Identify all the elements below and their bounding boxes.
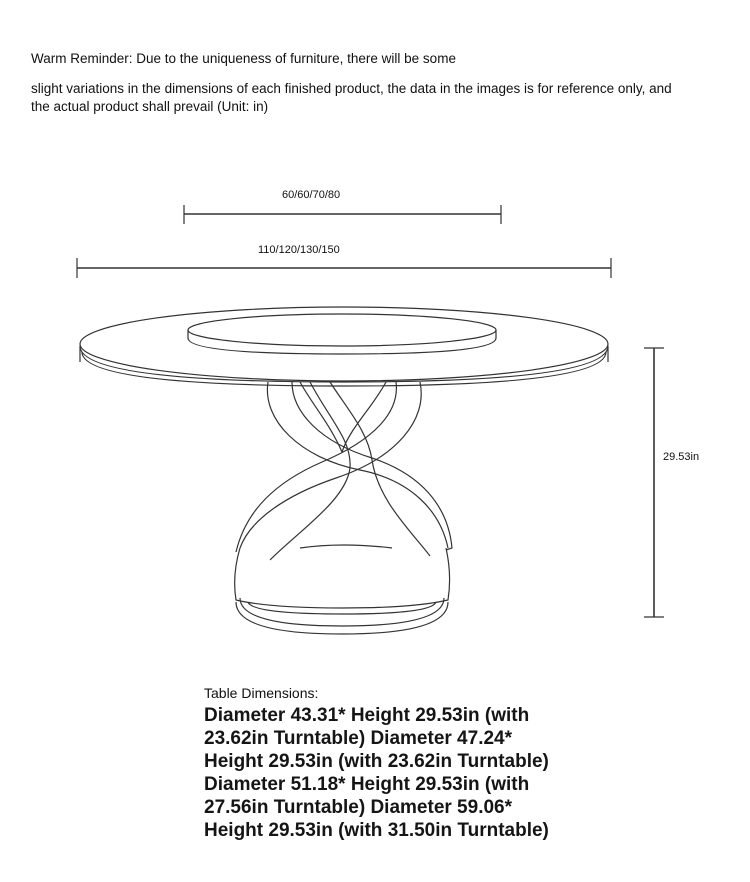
table-dimensions-body: Diameter 43.31* Height 29.53in (with 23.62in Turntable) Diameter 47.24* Height 29.53in (with 23.62in Turntable) Diameter 51.18* Height 29.53in (with 27.56in Turntable) Diameter 59.06* Height 29.53in (with 31.50in Turntable): [204, 705, 549, 841]
crossing-legs: [236, 382, 452, 560]
pedestal-skirt: [235, 545, 450, 608]
tabletop-dimension-line: [77, 258, 611, 278]
tabletop-diameter-label: 110/120/130/150: [258, 244, 340, 256]
reminder-line-1: Warm Reminder: Due to the uniqueness of furniture, there will be some: [31, 51, 456, 66]
table-top: [80, 307, 608, 394]
table-base: [236, 598, 448, 634]
reminder-line-2: slight variations in the dimensions of each finished product, the data in the images is for reference only, and: [31, 81, 672, 96]
turntable-dimension-line: [184, 205, 501, 224]
table-dimensions-title: Table Dimensions:: [204, 685, 319, 701]
height-dimension-line: [644, 348, 664, 617]
reminder-line-3: the actual product shall prevail (Unit: in): [31, 99, 269, 114]
turntable-diameter-label: 60/60/70/80: [282, 189, 341, 201]
turntable: [188, 314, 496, 354]
height-label: 29.53in: [663, 451, 700, 463]
